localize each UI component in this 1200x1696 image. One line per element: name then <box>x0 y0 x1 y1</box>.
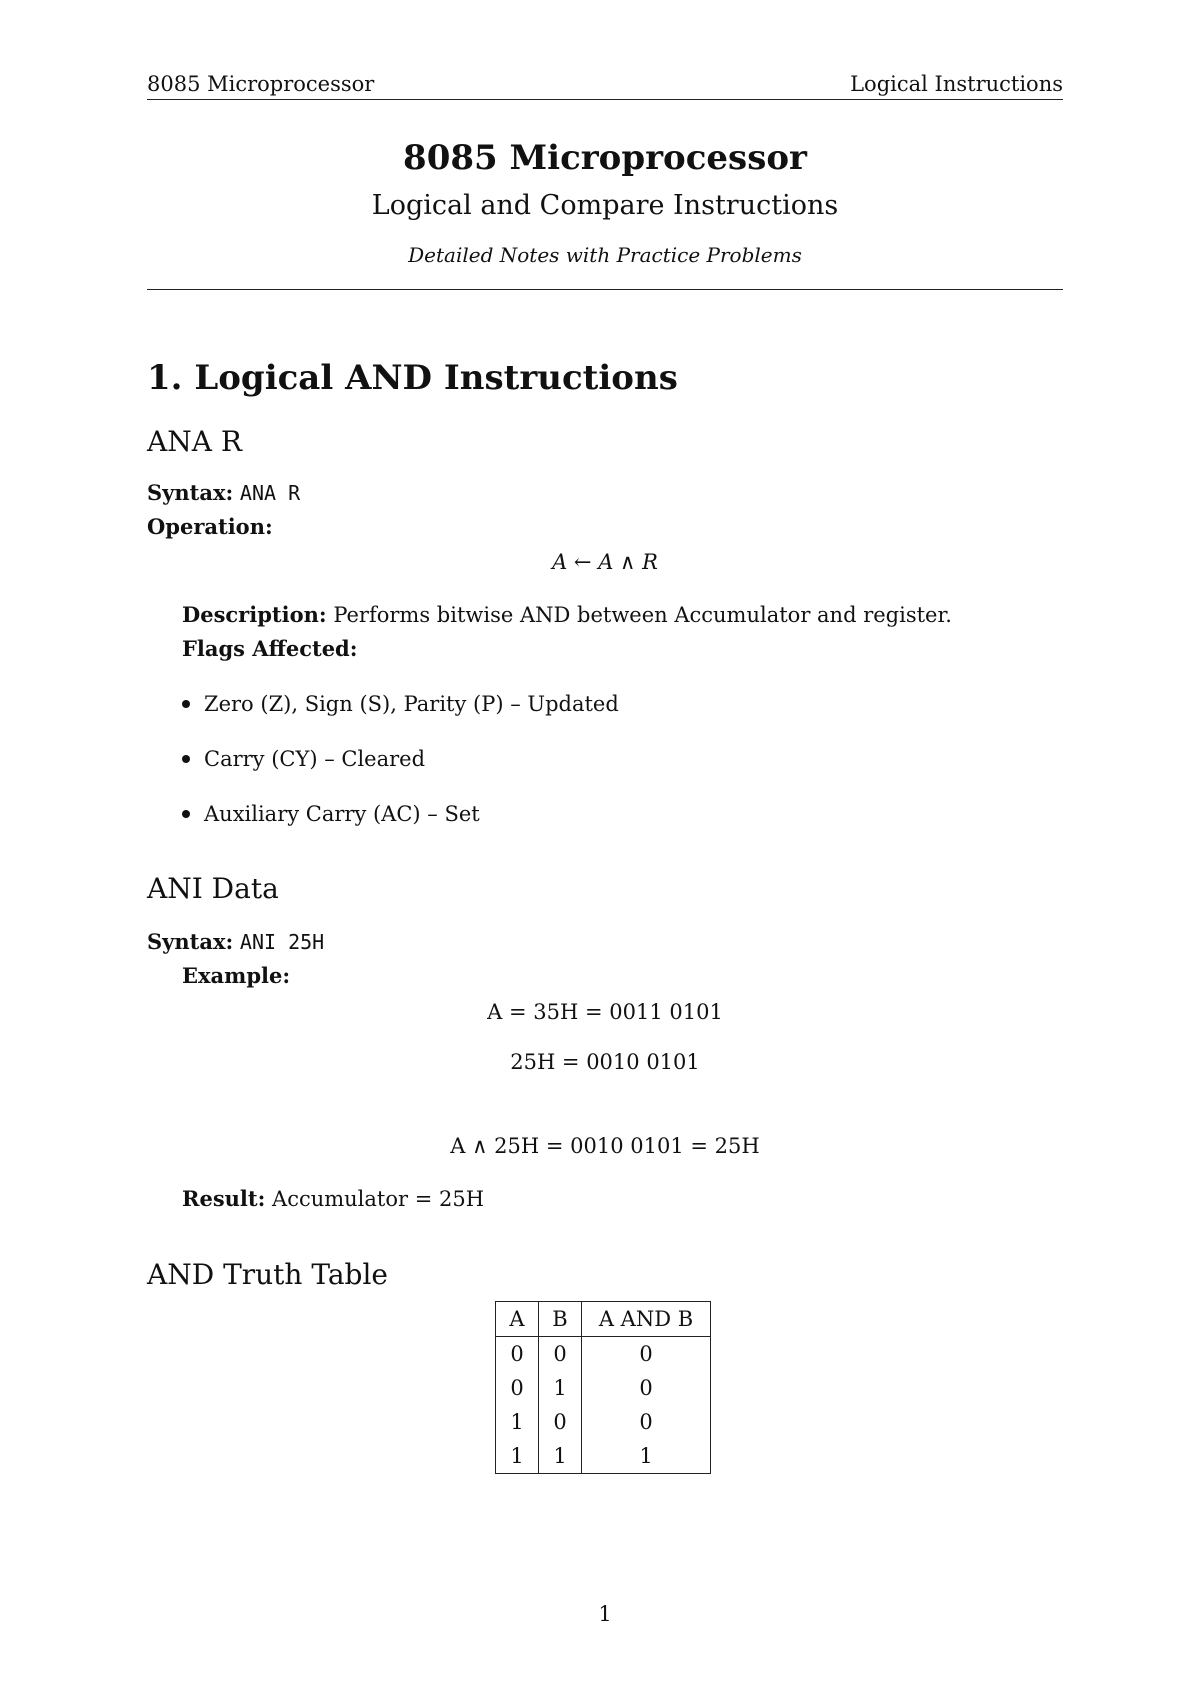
running-header <box>147 72 1063 96</box>
document-title: 8085 Microprocessor <box>403 138 807 178</box>
table-cell: 0 <box>582 1371 711 1405</box>
page-number: 1 <box>598 1602 612 1626</box>
subsection-heading-ana: ANA R <box>147 425 242 458</box>
header-left: 8085 Microprocessor <box>147 72 375 96</box>
operation-label: Operation: <box>147 514 273 539</box>
description-label: Description: <box>182 602 327 627</box>
syntax-label: Syntax: <box>147 929 234 954</box>
op-arrow: ← <box>573 550 592 574</box>
description-text: Performs bitwise AND between Accumulator and register. <box>333 603 952 627</box>
table-row <box>496 1405 711 1439</box>
table-cell: 1 <box>539 1439 582 1474</box>
bullet-icon <box>182 810 190 818</box>
flag-text: Auxiliary Carry (AC) – Set <box>204 802 480 826</box>
result-text: Accumulator = 25H <box>272 1187 485 1211</box>
table-cell: 1 <box>582 1439 711 1474</box>
document-tagline: Detailed Notes with Practice Problems <box>408 243 802 267</box>
ana-syntax-line <box>147 480 300 505</box>
example-equation-2: 25H = 0010 0101 <box>510 1050 700 1074</box>
table-cell: 0 <box>582 1337 711 1372</box>
table-row <box>496 1337 711 1372</box>
result-label: Result: <box>182 1186 266 1211</box>
table-cell: 0 <box>496 1371 539 1405</box>
list-item <box>182 747 425 771</box>
table-cell: 1 <box>539 1371 582 1405</box>
table-cell: 0 <box>496 1337 539 1372</box>
op-rhs: A ∧ R <box>598 550 658 574</box>
table-cell: 1 <box>496 1439 539 1474</box>
table-row <box>496 1371 711 1405</box>
syntax-label: Syntax: <box>147 480 234 505</box>
table-cell: 0 <box>539 1337 582 1372</box>
column-header: A AND B <box>582 1302 711 1337</box>
bullet-icon <box>182 755 190 763</box>
example-label: Example: <box>182 963 291 988</box>
header-rule <box>147 99 1063 100</box>
title-rule <box>147 289 1063 290</box>
subsection-heading-ani: ANI Data <box>147 872 279 905</box>
table-row <box>496 1439 711 1474</box>
header-right: Logical Instructions <box>850 72 1063 96</box>
column-header: B <box>539 1302 582 1337</box>
op-lhs: A <box>552 550 568 574</box>
table-header-row <box>496 1302 711 1337</box>
section-heading: 1. Logical AND Instructions <box>147 358 678 398</box>
truth-table <box>495 1301 711 1474</box>
example-equation-1: A = 35H = 0011 0101 <box>487 1000 723 1024</box>
table-cell: 0 <box>582 1405 711 1439</box>
flags-label: Flags Affected: <box>182 636 358 661</box>
document-page <box>147 0 1063 1696</box>
flag-text: Zero (Z), Sign (S), Parity (P) – Updated <box>204 692 619 716</box>
table-cell: 1 <box>496 1405 539 1439</box>
bullet-icon <box>182 700 190 708</box>
subsection-heading-truth-table: AND Truth Table <box>147 1258 388 1291</box>
document-subtitle: Logical and Compare Instructions <box>371 190 839 221</box>
operation-equation <box>147 550 1063 574</box>
table-cell: 0 <box>539 1405 582 1439</box>
flag-text: Carry (CY) – Cleared <box>204 747 426 771</box>
result-line <box>182 1186 484 1211</box>
syntax-code: ANI 25H <box>239 930 325 954</box>
example-equation-3: A ∧ 25H = 0010 0101 = 25H <box>450 1134 760 1158</box>
list-item <box>182 802 480 826</box>
list-item <box>182 692 619 716</box>
ani-syntax-line <box>147 929 324 954</box>
column-header: A <box>496 1302 539 1337</box>
syntax-code: ANA R <box>239 481 301 505</box>
description-line <box>182 602 952 627</box>
